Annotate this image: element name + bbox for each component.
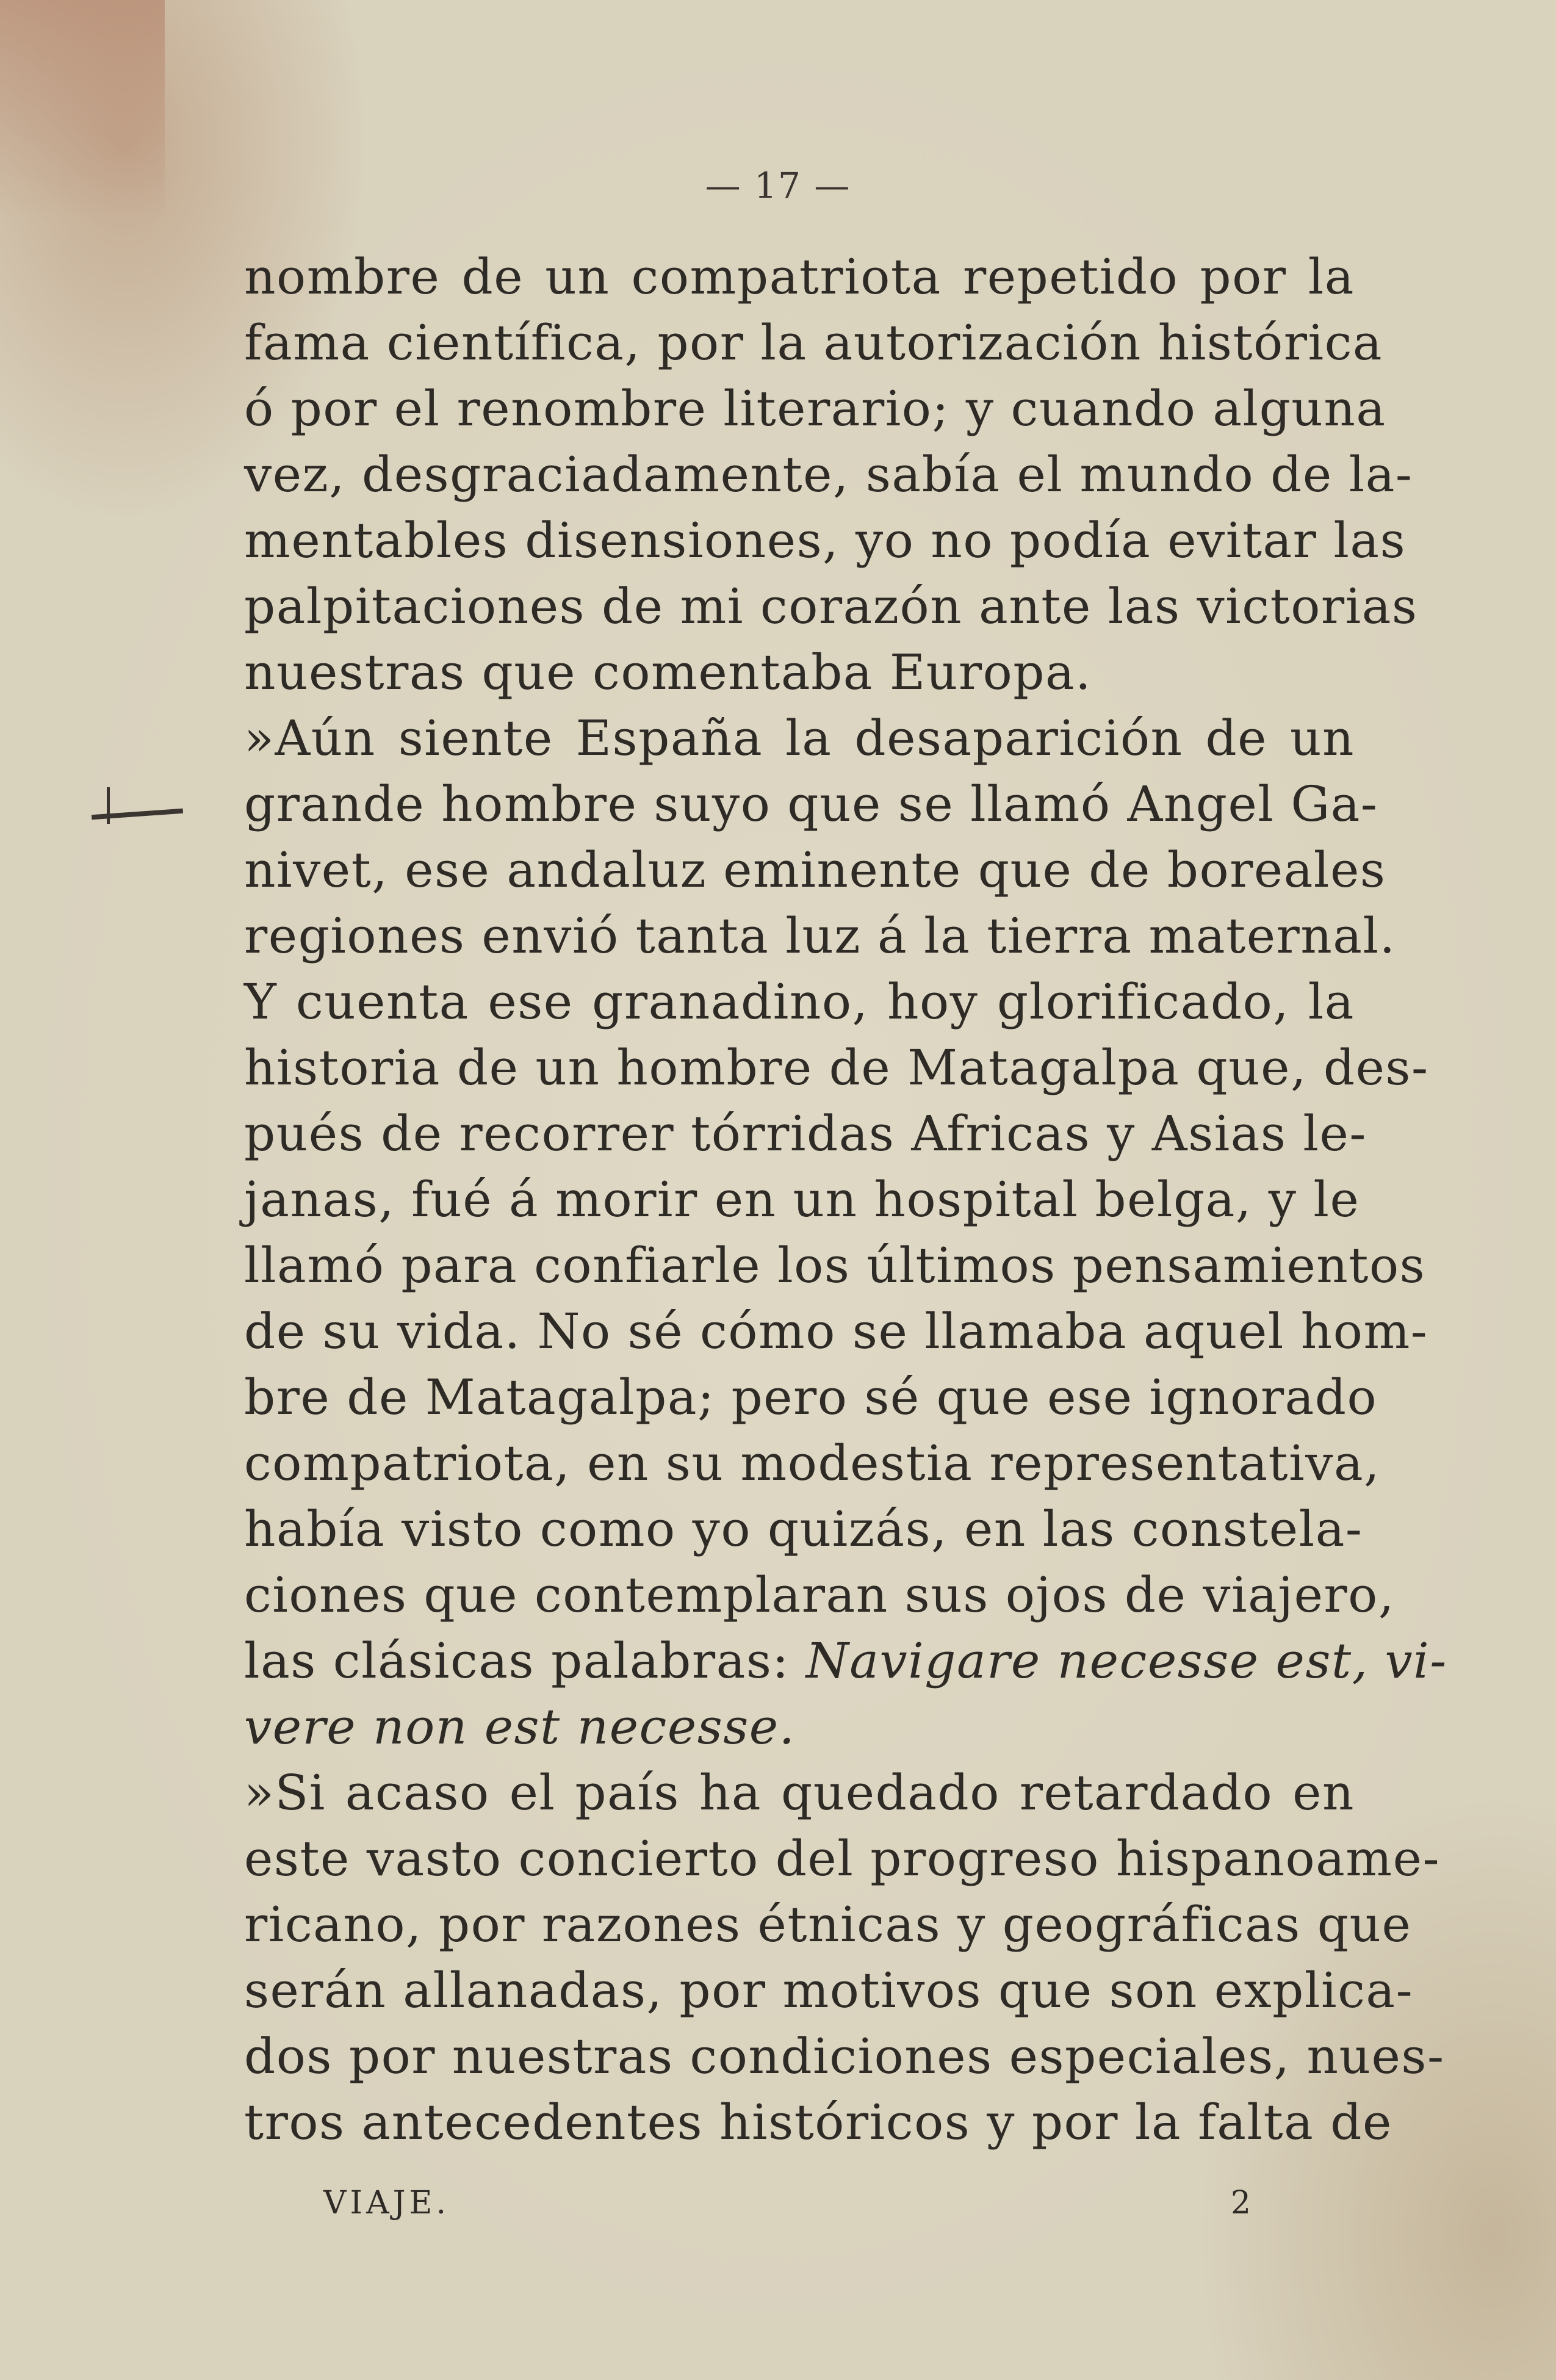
- sheet-number: 2: [1230, 2185, 1251, 2221]
- margin-pencil-stroke: [92, 809, 183, 820]
- text-line: historia de un hombre de Matagalpa que, des-: [244, 1039, 1429, 1096]
- page-footer: [323, 2185, 1251, 2234]
- text-line: palpitaciones de mi corazón ante las victorias: [244, 578, 1418, 635]
- text-line: fama científica, por la autorización histórica: [244, 314, 1383, 371]
- text-line: nuestras que comentaba Europa.: [244, 644, 1092, 701]
- text-line: compatriota, en su modestia representativa,: [244, 1435, 1381, 1491]
- page-number: — 17 —: [705, 165, 851, 206]
- text-line: pués de recorrer tórridas Africas y Asias le-: [244, 1105, 1367, 1162]
- text-line: este vasto concierto del progreso hispanoame-: [244, 1830, 1441, 1887]
- latin-quote: Navigare necesse est, vi-: [805, 1632, 1447, 1689]
- text-line: »Aún siente España la desaparición de un: [244, 710, 1355, 766]
- text-line: tros antecedentes históricos y por la falta de: [244, 2094, 1392, 2151]
- text-line: ó por el renombre literario; y cuando alguna: [244, 380, 1386, 437]
- text-line: regiones envió tanta luz á la tierra maternal.: [244, 907, 1396, 964]
- text-line: grande hombre suyo que se llamó Angel Ga-: [244, 776, 1378, 832]
- text-line: nivet, ese andaluz eminente que de boreales: [244, 842, 1386, 898]
- text-line: mentables disensiones, yo no podía evitar las: [244, 512, 1407, 569]
- text-line: janas, fué á morir en un hospital belga, y le: [244, 1171, 1360, 1228]
- text-line: había visto como yo quizás, en las constela-: [244, 1501, 1363, 1557]
- text-fragment: las clásicas palabras:: [244, 1632, 806, 1689]
- text-line: nombre de un compatriota repetido por la: [244, 248, 1355, 305]
- body-text: [244, 244, 1447, 2155]
- text-line: de su vida. No sé cómo se llamaba aquel hom-: [244, 1303, 1428, 1360]
- text-line-latin-quote: [244, 1628, 1447, 1694]
- text-line: ciones que contemplaran sus ojos de viajero,: [244, 1567, 1395, 1623]
- latin-quote-end: vere non est necesse.: [244, 1698, 796, 1755]
- text-line: »Si acaso el país ha quedado retardado en: [244, 1764, 1355, 1821]
- text-line: serán allanadas, por motivos que son explica-: [244, 1962, 1414, 2019]
- text-line: bre de Matagalpa; pero sé que ese ignorado: [244, 1369, 1378, 1426]
- signature-mark: VIAJE.: [323, 2185, 450, 2221]
- text-line: dos por nuestras condiciones especiales, nues-: [244, 2028, 1445, 2085]
- text-line: vez, desgraciadamente, sabía el mundo de la-: [244, 446, 1413, 503]
- text-line: Y cuenta ese granadino, hoy glorificado, la: [244, 973, 1355, 1030]
- text-line: ricano, por razones étnicas y geográficas que: [244, 1896, 1412, 1953]
- text-line: llamó para confiarle los últimos pensamientos: [244, 1237, 1426, 1294]
